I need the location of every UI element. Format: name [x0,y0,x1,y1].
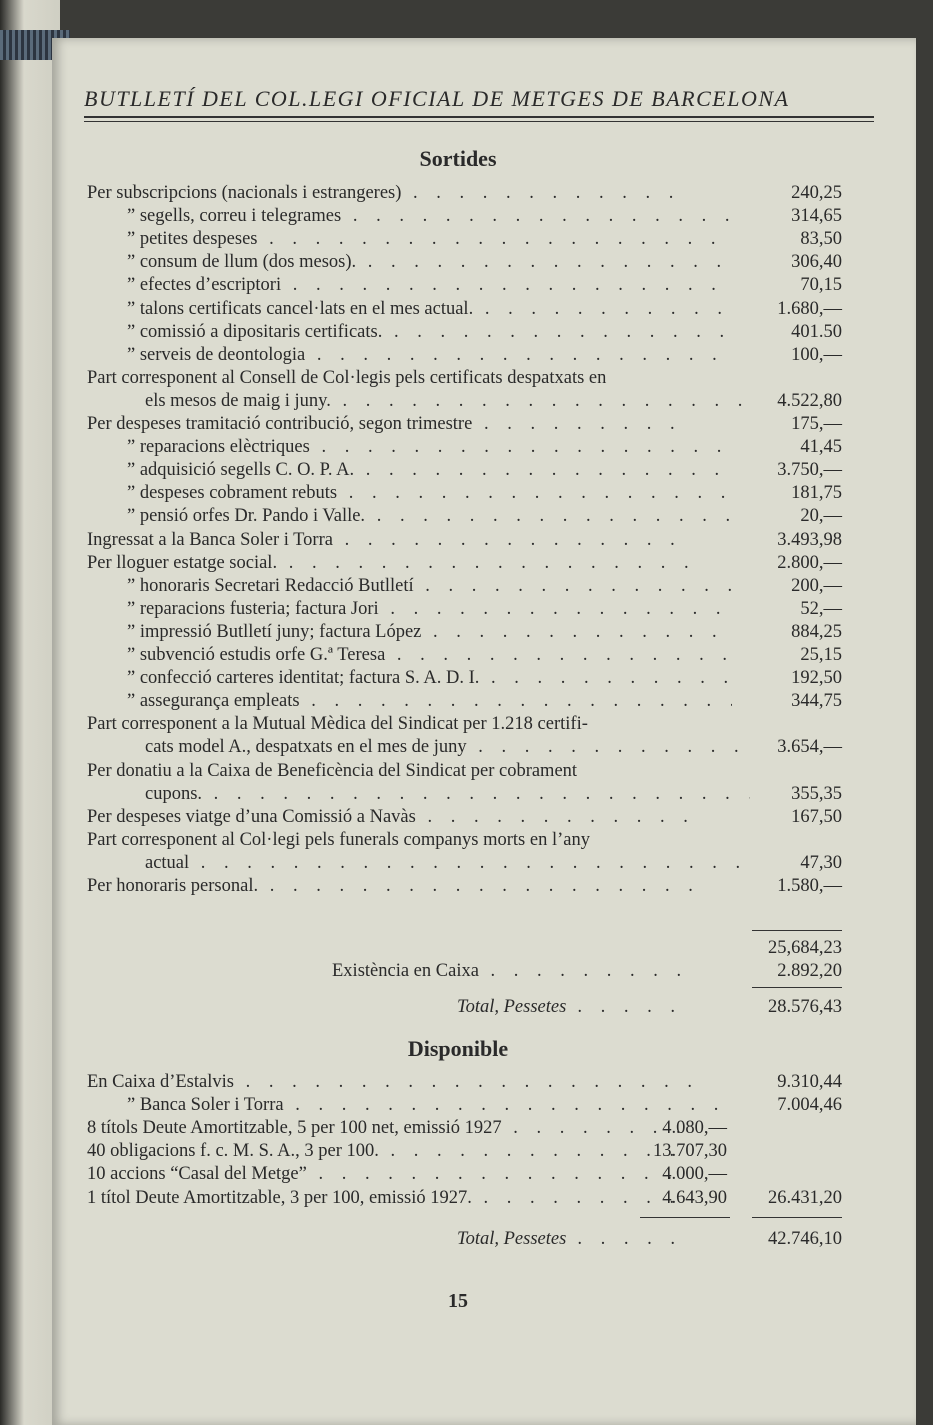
sortides-row-amount: 175,— [791,414,842,434]
sortides-row [87,182,842,205]
sortides-row-amount: 4.522,80 [777,390,842,411]
sortides-row-amount: 2.800,— [777,552,842,573]
sortides-row-amount: 167,50 [791,806,842,827]
disponible-row-subamount: 4.080,— [662,1118,727,1139]
disponible-row-subamount: 13.707,30 [653,1141,727,1162]
disponible-row [87,1163,842,1186]
sortides-row [87,529,842,552]
sortides-total-row [87,996,842,1019]
sortides-row-label: Part corresponent al Consell de Col·legis pels certificats despatxats en [87,367,607,388]
book-binding [0,0,60,1425]
sortides-total-label: Total, Pessetes . . . [87,996,692,1019]
sortides-row-label: ” reparacions fusteria; factura Jori . . . [87,598,732,621]
existencia-amount: 2.892,20 [777,961,842,981]
sortides-row-label: Per lloguer estatge social. . . . [87,552,692,575]
sortides-row-amount: 306,40 [791,252,842,273]
sortides-row-amount: 355,35 [791,783,842,804]
sortides-row [87,783,842,806]
disponible-row [87,1140,842,1163]
sortides-row [87,621,842,644]
subtotal-row [87,937,842,960]
disponible-row [87,1094,842,1117]
sortides-row [87,760,842,783]
subtotal-rule [752,930,842,931]
disponible-row-label: 10 accions “Casal del Metge” . . . [87,1163,692,1186]
sortides-row [87,459,842,482]
sortides-row [87,228,842,251]
sortides-row [87,436,842,459]
sortides-row [87,505,842,528]
sortides-row-label: actual . . . [87,852,750,875]
sortides-row-label: ” pensió orfes Dr. Pando i Valle. . . . [87,505,732,528]
sortides-row-label: Per despeses tramitació contribució, segon trimestre . . . [87,413,692,436]
sortides-row-label: ” adquisició segells C. O. P. A. . . . [87,459,732,482]
total-rule [752,987,842,988]
sortides-row [87,829,842,852]
section-title-sortides: Sortides [419,146,497,171]
sortides-row-amount: 344,75 [791,691,842,712]
sortides-row-label: Part corresponent al Col·legi pels funerals companys morts en l’any [87,829,590,850]
sortides-row [87,806,842,829]
disponible-row-amount: 9.310,44 [777,1072,842,1092]
disponible-row-amount: 7.004,46 [777,1095,842,1116]
sortides-row-label: ” despeses cobrament rebuts . . . [87,482,732,505]
disponible-row [87,1187,842,1210]
sortides-row-label: ” consum de llum (dos mesos). . . . [87,251,732,274]
sortides-row-label: Part corresponent a la Mutual Mèdica del Sindicat per 1.218 certifi- [87,714,588,735]
sortides-row [87,274,842,297]
sortides-row-amount: 3.750,— [777,460,842,481]
sortides-row [87,736,842,759]
sortides-row [87,598,842,621]
sortides-row-amount: 47,30 [800,852,842,873]
disponible-row [87,1071,842,1094]
sortides-row-label: Per honoraris personal. . . . [87,875,692,898]
sortides-row-amount: 25,15 [800,645,842,665]
sortides-row [87,552,842,575]
existencia-label: Existència en Caixa . . . [87,960,692,983]
section-title-disponible: Disponible [407,1036,509,1061]
document-page [52,38,916,1425]
header-rule-thin [84,121,874,122]
sortides-row [87,205,842,228]
sortides-row-label: els mesos de maig i juny. . . . [87,390,750,413]
sortides-row-label: ” serveis de deontologia . . . [87,344,732,367]
sortides-row-label: Per subscripcions (nacionals i estrangeres) . . . [87,182,692,205]
sortides-row-amount: 3.493,98 [777,529,842,550]
disponible-total-label: Total, Pessetes . . . [87,1228,692,1251]
sortides-row [87,367,842,390]
disponible-row-label: 40 obligacions f. c. M. S. A., 3 per 100. . . . [87,1140,692,1163]
sortides-row-label: ” reparacions elèctriques . . . [87,436,732,459]
sortides-row-amount: 181,75 [791,483,842,504]
disponible-row-label: 8 títols Deute Amortitzable, 5 per 100 net, emissió 1927 . . . [87,1117,692,1140]
sortides-row-amount: 401.50 [791,321,842,342]
sortides-row-label: cats model A., despatxats en el mes de juny . . . [87,736,750,759]
page-number: 15 [448,1290,468,1312]
sortides-row [87,575,842,598]
sortides-row-amount: 20,— [800,506,842,527]
sortides-row-amount: 1.580,— [777,876,842,896]
sortides-row [87,390,842,413]
sortides-row-label: ” efectes d’escriptori . . . [87,274,732,297]
disponible-row-subamount: 4.000,— [662,1164,727,1185]
sortides-row [87,344,842,367]
sortides-row-label: ” segells, correu i telegrames . . . [87,205,732,228]
disponible-total-amount: 42.746,10 [768,1229,842,1249]
sortides-row [87,667,842,690]
running-head: BUTLLETÍ DEL COL.LEGI OFICIAL DE METGES DE BARCELONA [84,86,790,111]
sortides-row-label: ” confecció carteres identitat; factura S. A. D. I. . . . [87,667,732,690]
sortides-row [87,690,842,713]
sortides-row-label: ” petites despeses . . . [87,228,732,251]
sortides-total-amount: 28.576,43 [768,997,842,1017]
header-rule [84,116,874,118]
sortides-row-label: ” impressió Butlletí juny; factura López . . . [87,621,732,644]
sortides-row-label: ” assegurança empleats . . . [87,690,732,713]
sortides-row-label: ” talons certificats cancel·lats en el mes actual. . . . [87,298,732,321]
sortides-row-label: ” honoraris Secretari Redacció Butlletí . . . [87,575,732,598]
sortides-row [87,875,842,898]
sortides-row-amount: 314,65 [791,206,842,227]
sortides-row-amount: 1.680,— [777,298,842,319]
sortides-row-amount: 240,25 [791,183,842,203]
sortides-row [87,298,842,321]
disponible-row-amount: 26.431,20 [768,1187,842,1208]
sortides-row-label: Ingressat a la Banca Soler i Torra . . . [87,529,692,552]
sortides-row-amount: 52,— [800,598,842,619]
disponible-row-label: En Caixa d’Estalvis . . . [87,1071,692,1094]
sortides-row [87,321,842,344]
sortides-row [87,413,842,436]
sortides-row [87,644,842,667]
sortides-row-amount: 200,— [791,575,842,596]
sortides-row-label: cupons. . . . [87,783,750,806]
existencia-row [87,960,842,983]
sortides-row [87,482,842,505]
sortides-row-amount: 192,50 [791,668,842,689]
disponible-amount-rule [752,1217,842,1218]
sortides-row-amount: 70,15 [800,275,842,296]
sortides-row-amount: 100,— [791,344,842,365]
disponible-row-label: ” Banca Soler i Torra . . . [87,1094,732,1117]
sortides-row-label: ” subvenció estudis orfe G.ª Teresa . . . [87,644,732,667]
disponible-row-subamount: 4.643,90 [662,1187,727,1208]
sortides-row-amount: 884,25 [791,621,842,642]
disponible-row-label: 1 títol Deute Amortitzable, 3 per 100, emissió 1927. . . . [87,1187,692,1210]
sortides-row-label: Per donatiu a la Caixa de Beneficència del Sindicat per cobrament [87,760,578,781]
disponible-total-row [87,1228,842,1251]
subtotal-amount: 25,684,23 [768,938,842,958]
sortides-row [87,251,842,274]
sortides-row-label: ” comissió a dipositaris certificats. . . . [87,321,732,344]
sortides-row-amount: 41,45 [800,437,842,458]
disponible-row [87,1117,842,1140]
sortides-row-label: Per despeses viatge d’una Comissió a Navàs . . . [87,806,692,829]
sortides-row-amount: 83,50 [800,229,842,250]
disponible-sub-rule [640,1217,730,1218]
sortides-row [87,852,842,875]
sortides-row-amount: 3.654,— [777,737,842,758]
sortides-row [87,713,842,736]
